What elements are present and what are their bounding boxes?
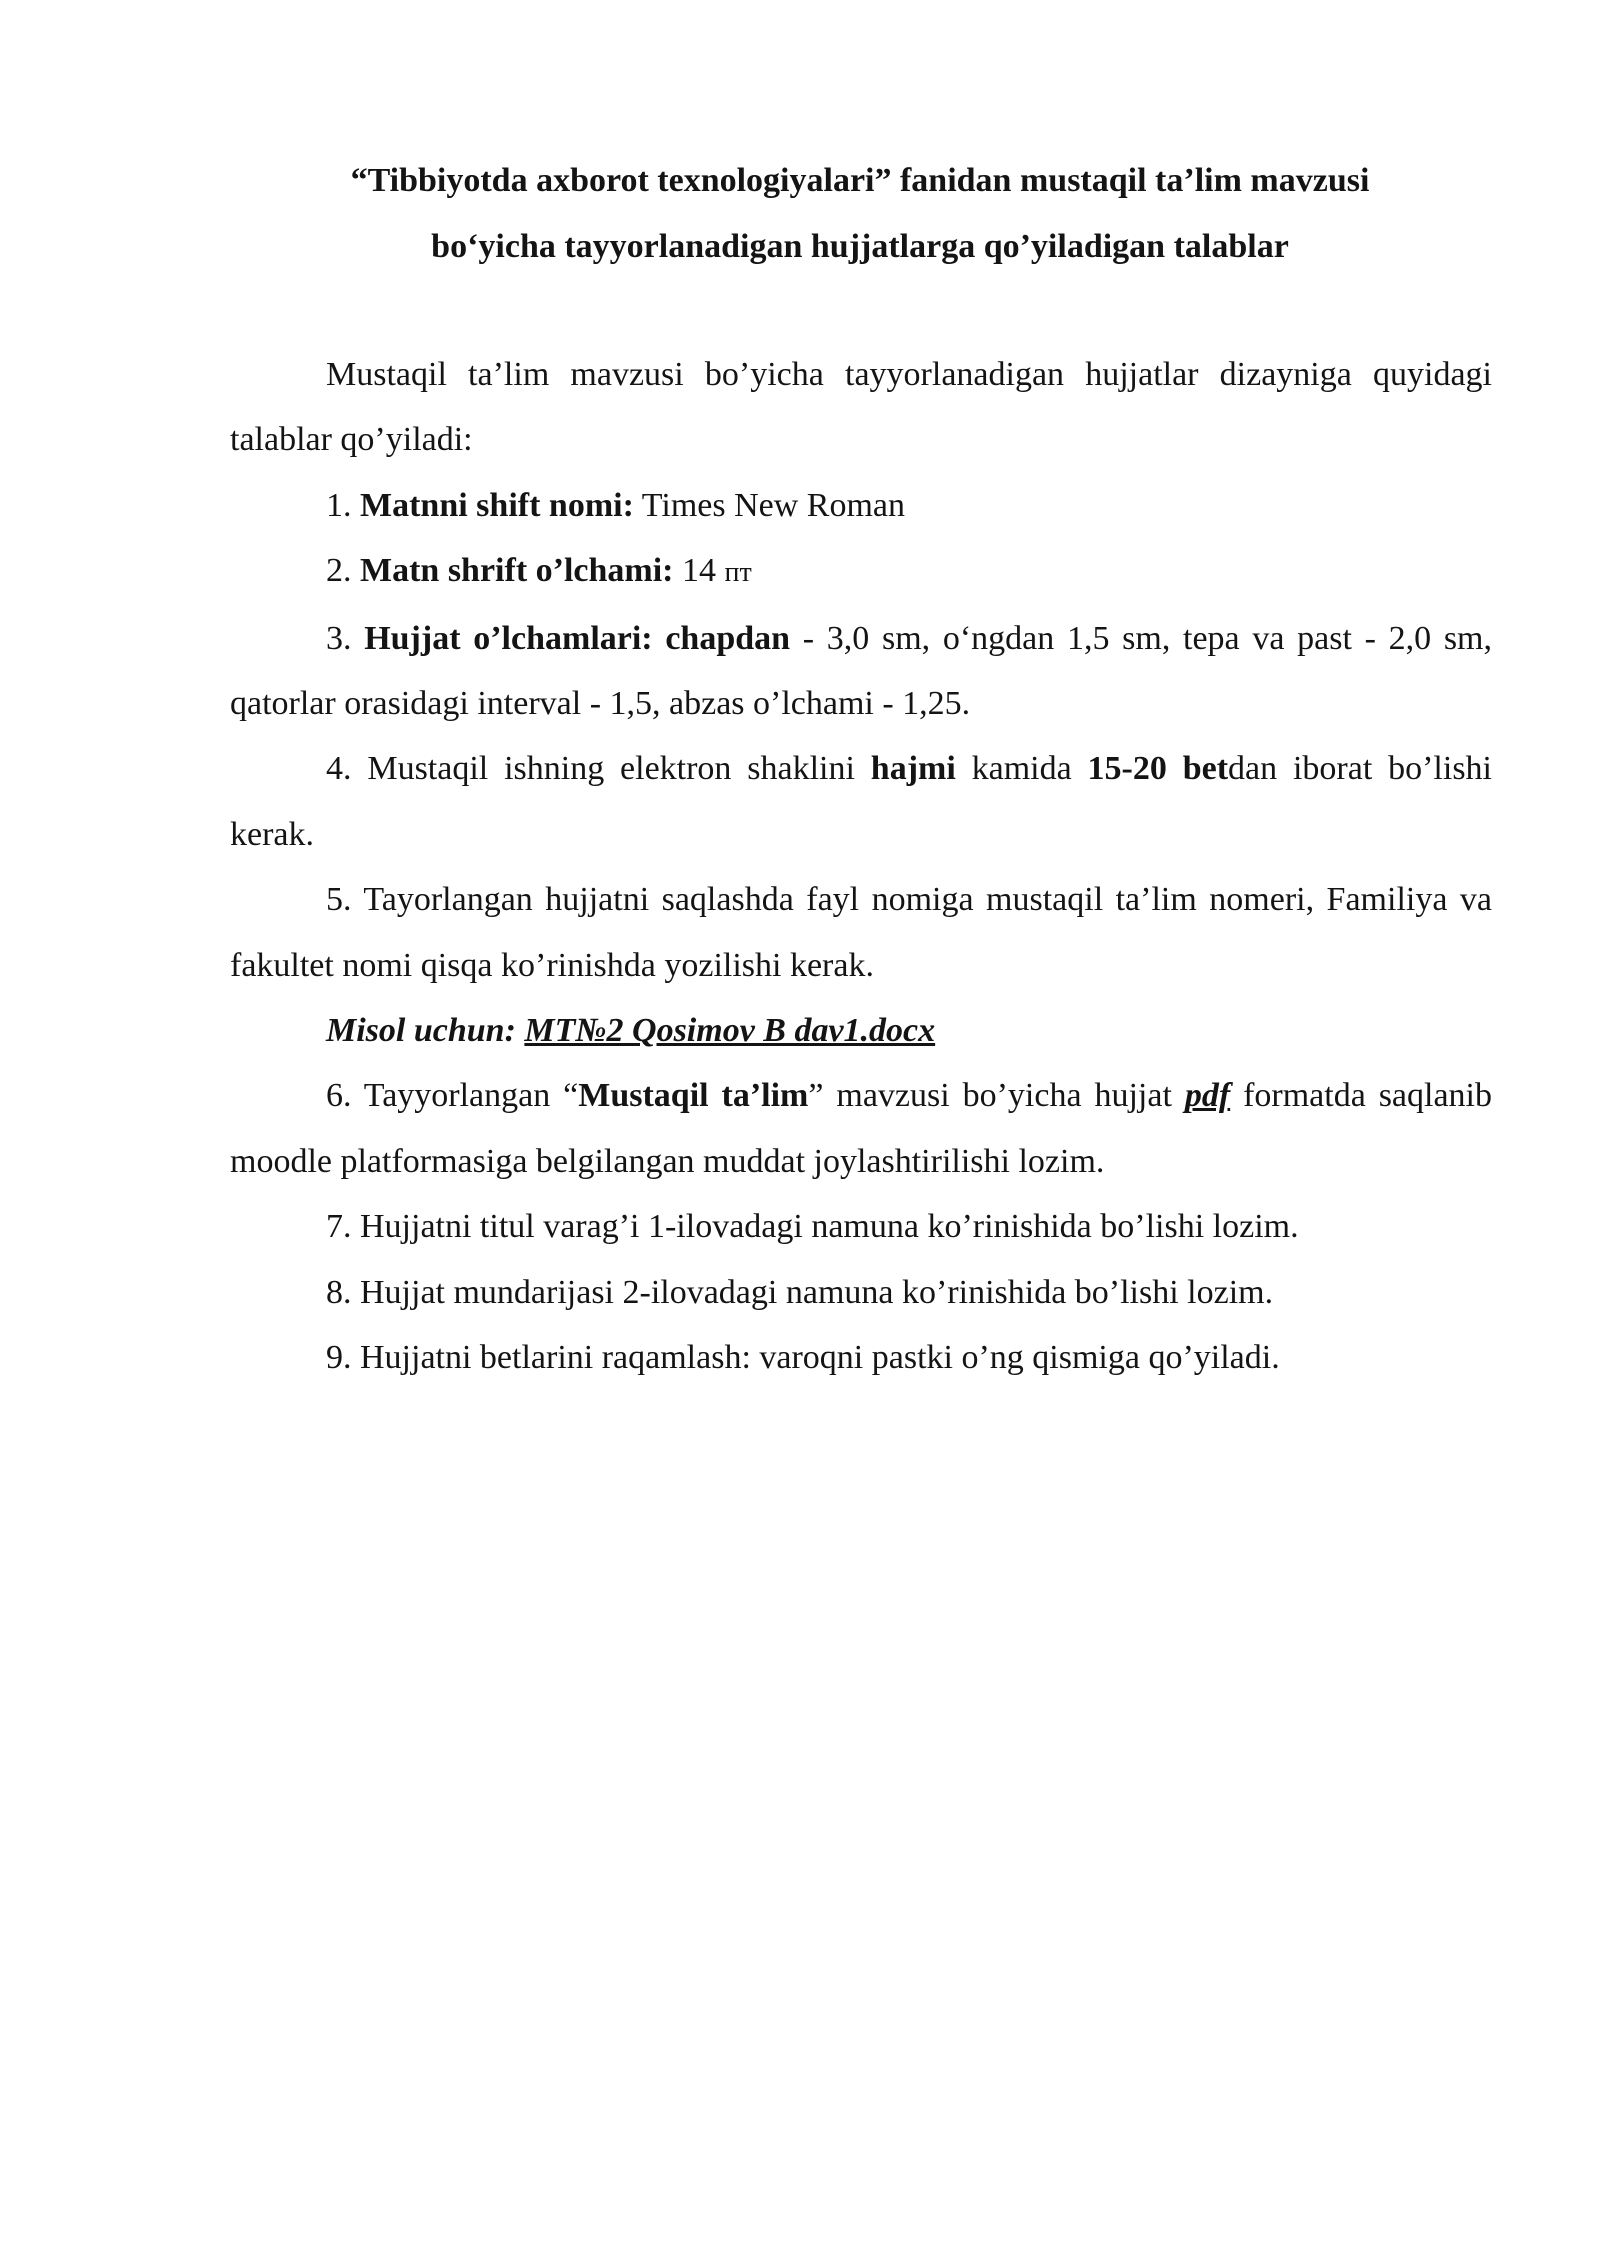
item-unit: пт (724, 557, 752, 589)
title-line-1: “Tibbiyotda axborot texnologiyalari” fanidan mustaqil ta’lim mavzusi (350, 162, 1370, 199)
item-number: 3. (326, 619, 365, 657)
requirement-item-9: 9. Hujjatni betlarini raqamlash: varoqni pastki o’ng qismiga qo’yiladi. (326, 1339, 1280, 1377)
item-value: - 3,0 sm, o‘ngdan 1,5 sm, tepa va past - 2,0 sm, qatorlar orasidagi interval - 1,5, abzas o’lchami - 1,25. (230, 619, 1492, 723)
requirement-item-5: 5. Tayorlangan hujjatni saqlashda fayl nomiga mustaqil ta’lim nomeri, Familiya va fakultet nomi qisqa ko’rinishda yozilishi kerak. (230, 881, 1492, 984)
document-title (230, 148, 1490, 280)
item-text: 4. Mustaqil ishning elektron shaklini (326, 750, 871, 788)
requirement-item-2 (230, 538, 1492, 605)
item-format-pdf: pdf (1184, 1077, 1231, 1115)
example-filename: MT№2 Qosimov B dav1.docx (524, 1012, 936, 1050)
example-label: Misol uchun: (326, 1012, 525, 1050)
requirement-item-7: 7. Hujjatni titul varag’i 1-ilovadagi namuna ko’rinishida bo’lishi lozim. (326, 1208, 1299, 1246)
item-text: dan iborat bo’lishi kerak. (230, 750, 1492, 853)
item-value: 14 (673, 552, 725, 590)
requirement-item-1 (230, 473, 1492, 538)
item-text: 6. Tayyorlangan “ (326, 1077, 579, 1115)
item-bold-hajmi: hajmi (870, 750, 956, 788)
example-line (230, 998, 1492, 1063)
item-value: Times New Roman (633, 486, 906, 524)
item-label: Matnni shift nomi: (360, 486, 634, 524)
item-text: formatda saqlanib moodle platformasiga belgilangan muddat joylashtirilishi lozim. (230, 1077, 1493, 1180)
requirement-item-3 (230, 606, 1492, 737)
intro-paragraph: Mustaqil ta’lim mavzusi bo’yicha tayyorlanadigan hujjatlar dizayniga quyidagi talablar qo’yiladi: (230, 356, 1492, 459)
requirement-item-6 (230, 1063, 1492, 1194)
document-body (230, 342, 1492, 1391)
item-text: ” mavzusi bo’yicha hujjat (808, 1077, 1185, 1115)
item-text: kamida (955, 750, 1088, 788)
item-bold-mustaqil: Mustaqil ta’lim (578, 1077, 809, 1115)
requirement-item-4 (230, 736, 1492, 867)
item-number: 2. (326, 552, 360, 590)
item-label: Hujjat o’lchamlari: chapdan (364, 619, 791, 657)
item-label: Matn shrift o’lchami: (360, 552, 674, 590)
title-line-2: bo‘yicha tayyorlanadigan hujjatlarga qo’yiladigan talablar (431, 228, 1289, 265)
item-bold-pages: 15-20 bet (1087, 750, 1229, 788)
requirement-item-8: 8. Hujjat mundarijasi 2-ilovadagi namuna ko’rinishida bo’lishi lozim. (326, 1273, 1274, 1311)
item-number: 1. (326, 486, 360, 524)
